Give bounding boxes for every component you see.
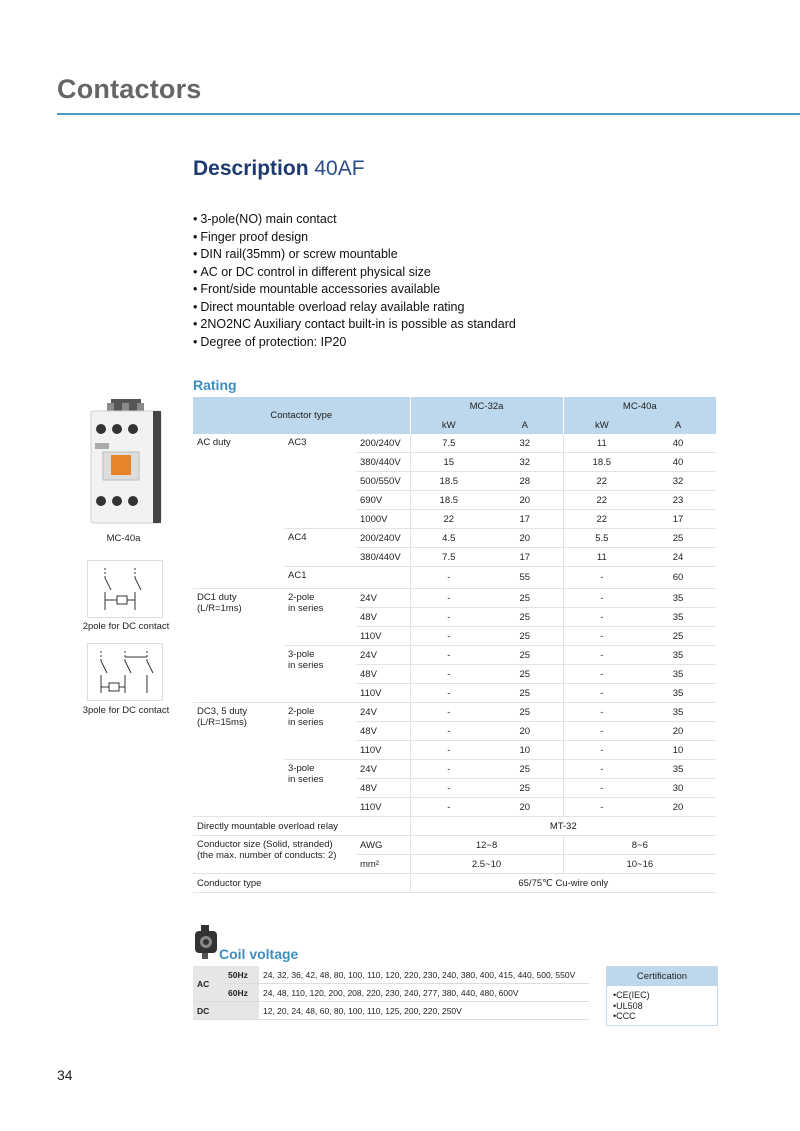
rating-mc32a-kw-cell: 22	[410, 510, 487, 529]
rating-mc32a-a-cell: 25	[487, 589, 563, 608]
rating-mc40a-kw-cell: -	[563, 798, 640, 817]
mm2-mc40a: 10~16	[563, 855, 716, 874]
rating-row	[193, 434, 716, 453]
rating-mc40a-kw-cell: -	[563, 684, 640, 703]
rating-mc40a-a-cell: 35	[640, 608, 716, 627]
coil-heading: Coil voltage	[219, 946, 299, 962]
overload-label: Directly mountable overload relay	[193, 817, 410, 836]
rating-category-cell: 3-pole in series	[284, 760, 356, 817]
rating-voltage-cell: 48V	[356, 722, 410, 741]
rating-voltage-cell: 500/550V	[356, 472, 410, 491]
rating-mc40a-kw-cell: -	[563, 741, 640, 760]
dc-label: DC	[193, 1002, 259, 1020]
rating-mc40a-kw-cell: 22	[563, 510, 640, 529]
mm2-label: mm²	[356, 855, 410, 874]
conductor-type-value: 65/75℃ Cu-wire only	[410, 874, 716, 893]
rating-mc32a-kw-cell: -	[410, 646, 487, 665]
feature-list	[193, 211, 516, 351]
rating-mc32a-a-cell: 20	[487, 798, 563, 817]
rating-mc32a-kw-cell: -	[410, 567, 487, 589]
rating-mc32a-a-cell: 20	[487, 491, 563, 510]
rating-mc32a-a-cell: 32	[487, 434, 563, 453]
rating-mc32a-a-cell: 17	[487, 548, 563, 567]
rating-mc40a-a-cell: 25	[640, 627, 716, 646]
feature-item: • Front/side mountable accessories available	[193, 281, 516, 299]
awg-mc40a: 8~6	[563, 836, 716, 855]
feature-item: • DIN rail(35mm) or screw mountable	[193, 246, 516, 264]
rating-mc40a-kw-cell: -	[563, 646, 640, 665]
rating-mc32a-kw-cell: -	[410, 703, 487, 722]
rating-mc40a-a-cell: 60	[640, 567, 716, 589]
rating-mc40a-a-cell: 20	[640, 722, 716, 741]
kw-header: kW	[410, 416, 487, 434]
rating-duty-cell: DC3, 5 duty (L/R=15ms)	[193, 703, 284, 817]
rating-voltage-cell: 110V	[356, 627, 410, 646]
rating-mc40a-a-cell: 40	[640, 453, 716, 472]
mc32a-header: MC-32a	[410, 397, 563, 416]
rating-mc40a-kw-cell: -	[563, 779, 640, 798]
rating-category-cell: 3-pole in series	[284, 646, 356, 703]
rating-mc32a-kw-cell: 18.5	[410, 491, 487, 510]
rating-mc40a-kw-cell: 5.5	[563, 529, 640, 548]
rating-mc40a-kw-cell: -	[563, 722, 640, 741]
certification-item: • UL508	[613, 1001, 717, 1012]
description-label: Description	[193, 157, 309, 180]
conductor-size-label: Conductor size (Solid, stranded) (the max. number of conducts: 2)	[193, 836, 356, 874]
rating-mc32a-kw-cell: 7.5	[410, 434, 487, 453]
rating-heading: Rating	[193, 377, 237, 393]
rating-voltage-cell: 380/440V	[356, 453, 410, 472]
certification-item: • CE(IEC)	[613, 990, 717, 1001]
rating-mc40a-kw-cell: -	[563, 760, 640, 779]
rating-mc32a-kw-cell: -	[410, 627, 487, 646]
ac-50hz-voltages: 24, 32, 36, 42, 48, 80, 100, 110, 120, 220, 230, 240, 380, 400, 415, 440, 500, 550V	[259, 966, 589, 984]
rating-voltage-cell: 24V	[356, 589, 410, 608]
rating-mc40a-kw-cell: 18.5	[563, 453, 640, 472]
rating-mc40a-a-cell: 35	[640, 703, 716, 722]
certification-box	[606, 966, 718, 1026]
awg-label: AWG	[356, 836, 410, 855]
rating-voltage-cell: 110V	[356, 798, 410, 817]
contactor-type-header: Contactor type	[193, 397, 410, 434]
rating-mc32a-kw-cell: 15	[410, 453, 487, 472]
rating-mc40a-kw-cell: -	[563, 665, 640, 684]
rating-mc32a-kw-cell: -	[410, 589, 487, 608]
feature-item: • Degree of protection: IP20	[193, 334, 516, 352]
rating-mc40a-a-cell: 10	[640, 741, 716, 760]
coil-voltage-table	[193, 966, 589, 1020]
rating-voltage-cell: 200/240V	[356, 529, 410, 548]
rating-mc32a-kw-cell: 7.5	[410, 548, 487, 567]
rating-mc32a-a-cell: 25	[487, 608, 563, 627]
conductor-type-label: Conductor type	[193, 874, 410, 893]
rating-mc32a-a-cell: 25	[487, 627, 563, 646]
rating-mc32a-kw-cell: 18.5	[410, 472, 487, 491]
rating-mc32a-kw-cell: -	[410, 722, 487, 741]
rating-mc40a-a-cell: 35	[640, 684, 716, 703]
rating-mc32a-a-cell: 20	[487, 529, 563, 548]
mc40a-header: MC-40a	[563, 397, 716, 416]
rating-voltage-cell: 24V	[356, 646, 410, 665]
rating-category-cell: AC3	[284, 434, 356, 529]
rating-mc40a-kw-cell: -	[563, 589, 640, 608]
rating-mc32a-kw-cell: -	[410, 608, 487, 627]
rating-duty-cell: AC duty	[193, 434, 284, 589]
feature-item: • AC or DC control in different physical size	[193, 264, 516, 282]
certification-item: • CCC	[613, 1011, 717, 1022]
rating-mc40a-a-cell: 35	[640, 760, 716, 779]
a-header: A	[487, 416, 563, 434]
rating-mc32a-a-cell: 25	[487, 665, 563, 684]
feature-item: • Direct mountable overload relay available rating	[193, 299, 516, 317]
rating-voltage-cell: 110V	[356, 741, 410, 760]
rating-mc40a-kw-cell: 22	[563, 491, 640, 510]
rating-mc40a-kw-cell: -	[563, 608, 640, 627]
certification-list	[607, 986, 717, 1025]
rating-duty-cell: DC1 duty (L/R=1ms)	[193, 589, 284, 703]
rating-mc40a-a-cell: 30	[640, 779, 716, 798]
feature-item: • Finger proof design	[193, 229, 516, 247]
rating-voltage-cell: 48V	[356, 665, 410, 684]
rating-mc40a-kw-cell: 11	[563, 548, 640, 567]
a-header: A	[640, 416, 716, 434]
rating-mc32a-a-cell: 25	[487, 703, 563, 722]
rating-mc32a-a-cell: 25	[487, 646, 563, 665]
rating-mc40a-a-cell: 17	[640, 510, 716, 529]
rating-mc32a-kw-cell: -	[410, 779, 487, 798]
rating-table	[193, 397, 716, 893]
rating-voltage-cell: 48V	[356, 608, 410, 627]
title-rule	[57, 113, 800, 115]
rating-mc40a-a-cell: 35	[640, 646, 716, 665]
rating-mc40a-a-cell: 32	[640, 472, 716, 491]
rating-mc32a-kw-cell: -	[410, 798, 487, 817]
awg-mc32a: 12~8	[410, 836, 563, 855]
rating-mc32a-kw-cell: 4.5	[410, 529, 487, 548]
rating-mc32a-a-cell: 55	[487, 567, 563, 589]
rating-voltage-cell	[356, 567, 410, 589]
rating-mc40a-a-cell: 35	[640, 589, 716, 608]
rating-mc32a-a-cell: 20	[487, 722, 563, 741]
mm2-mc32a: 2.5~10	[410, 855, 563, 874]
frame-size: 40AF	[314, 157, 365, 180]
60hz-label: 60Hz	[224, 984, 259, 1002]
rating-mc32a-a-cell: 17	[487, 510, 563, 529]
certification-heading: Certification	[607, 967, 717, 986]
rating-mc32a-a-cell: 25	[487, 684, 563, 703]
rating-mc40a-kw-cell: 11	[563, 434, 640, 453]
rating-mc40a-kw-cell: -	[563, 567, 640, 589]
rating-mc32a-kw-cell: -	[410, 665, 487, 684]
rating-category-cell: 2-pole in series	[284, 589, 356, 646]
rating-voltage-cell: 690V	[356, 491, 410, 510]
rating-voltage-cell: 48V	[356, 779, 410, 798]
rating-mc40a-a-cell: 40	[640, 434, 716, 453]
product-caption: MC-40a	[106, 533, 141, 544]
feature-item: • 3-pole(NO) main contact	[193, 211, 516, 229]
rating-mc32a-a-cell: 28	[487, 472, 563, 491]
contactor-product-image	[87, 397, 165, 525]
kw-header: kW	[563, 416, 640, 434]
rating-row	[193, 703, 716, 722]
rating-mc32a-a-cell: 25	[487, 779, 563, 798]
rating-mc40a-a-cell: 23	[640, 491, 716, 510]
rating-voltage-cell: 380/440V	[356, 548, 410, 567]
rating-mc40a-kw-cell: -	[563, 627, 640, 646]
rating-mc40a-a-cell: 35	[640, 665, 716, 684]
rating-mc32a-a-cell: 32	[487, 453, 563, 472]
feature-item: • 2NO2NC Auxiliary contact built-in is possible as standard	[193, 316, 516, 334]
rating-voltage-cell: 200/240V	[356, 434, 410, 453]
rating-mc32a-kw-cell: -	[410, 760, 487, 779]
50hz-label: 50Hz	[224, 966, 259, 984]
rating-mc40a-kw-cell: 22	[563, 472, 640, 491]
2pole-diagram	[87, 560, 163, 618]
3pole-caption: 3pole for DC contact	[82, 705, 170, 716]
ac-60hz-voltages: 24, 48, 110, 120, 200, 208, 220, 230, 240, 277, 380, 440, 480, 600V	[259, 984, 589, 1002]
dc-voltages: 12, 20, 24, 48, 60, 80, 100, 110, 125, 200, 220, 250V	[259, 1002, 589, 1020]
ac-label: AC	[193, 966, 224, 1002]
rating-voltage-cell: 24V	[356, 760, 410, 779]
rating-mc40a-a-cell: 24	[640, 548, 716, 567]
description-heading	[193, 157, 365, 181]
rating-mc32a-a-cell: 25	[487, 760, 563, 779]
coil-icon	[193, 925, 219, 959]
page-title: Contactors	[57, 74, 202, 104]
rating-mc40a-kw-cell: -	[563, 703, 640, 722]
overload-value: MT-32	[410, 817, 716, 836]
rating-category-cell: AC1	[284, 567, 356, 589]
rating-mc40a-a-cell: 20	[640, 798, 716, 817]
rating-mc32a-kw-cell: -	[410, 741, 487, 760]
rating-voltage-cell: 1000V	[356, 510, 410, 529]
2pole-caption: 2pole for DC contact	[82, 621, 170, 632]
rating-mc32a-a-cell: 10	[487, 741, 563, 760]
rating-mc32a-kw-cell: -	[410, 684, 487, 703]
rating-voltage-cell: 110V	[356, 684, 410, 703]
rating-voltage-cell: 24V	[356, 703, 410, 722]
3pole-diagram	[87, 643, 163, 701]
page-number: 34	[57, 1067, 73, 1083]
rating-category-cell: AC4	[284, 529, 356, 567]
rating-mc40a-a-cell: 25	[640, 529, 716, 548]
rating-row	[193, 589, 716, 608]
rating-category-cell: 2-pole in series	[284, 703, 356, 760]
